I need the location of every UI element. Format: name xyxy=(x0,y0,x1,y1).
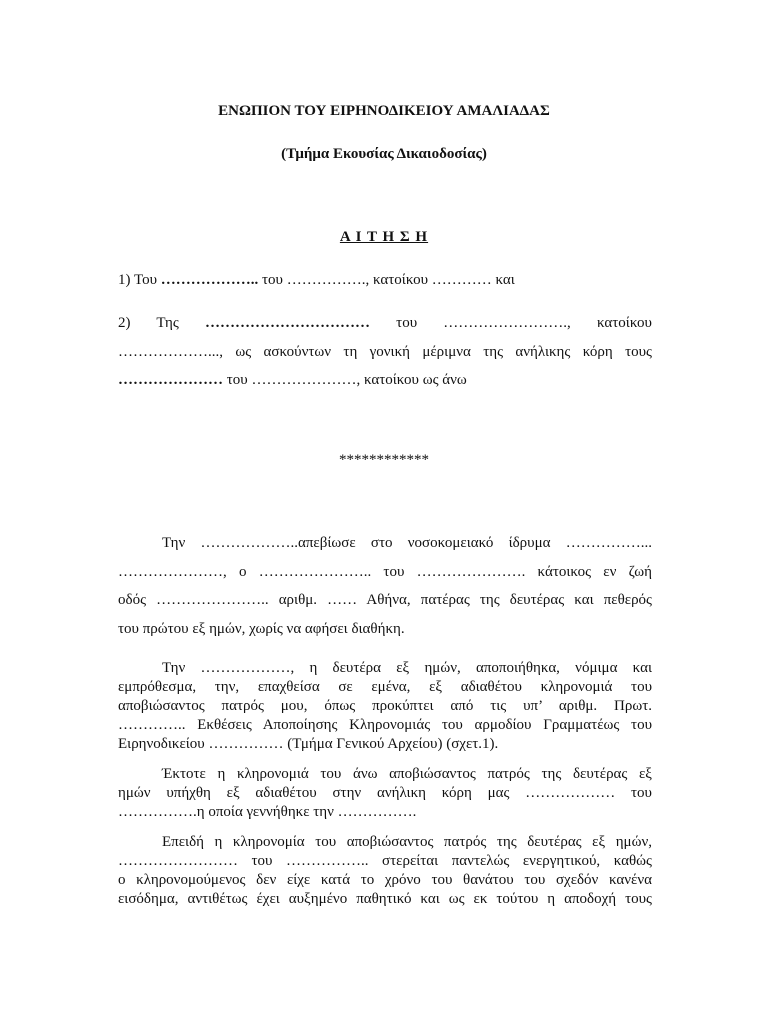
para4-line-1: Επειδή η κληρονομία του αποβιώσαντος πατρός της δευτέρας εξ ημών, xyxy=(162,834,652,850)
party-2-line-3 xyxy=(118,370,467,390)
party-1-prefix: 1) Του xyxy=(118,272,161,288)
separator-asterisks: ************ xyxy=(339,452,429,468)
para2-line-3: αποβιώσαντος πατρός μου, όπως προκύπτει από τις υπ’ αριθμ. Πρωτ. xyxy=(118,698,652,714)
para4-line-3: ο κληρονομούμενος δεν είχε κατά το χρόνο του θανάτου του σχεδόν κανένα xyxy=(118,872,652,888)
para1-line-4: του πρώτου εξ ημών, χωρίς να αφήσει διαθήκη. xyxy=(118,621,405,637)
para3-line-2: ημών υπήχθη εξ αδιαθέτου στην ανήλικη κόρη μας ……………… του xyxy=(118,785,652,801)
court-heading: ΕΝΩΠΙΟΝ ΤΟΥ ΕΙΡΗΝΟΔΙΚΕΙΟΥ ΑΜΑΛΙΑΔΑΣ xyxy=(218,103,550,119)
document-title: Α Ι Τ Η Σ Η xyxy=(339,229,429,245)
para3-line-3: …………….η οποία γεννήθηκε την ……………. xyxy=(118,804,417,820)
para1-line-1: Την ………………..απεβίωσε στο νοσοκομειακό ίδρυμα ……………... xyxy=(162,535,652,551)
party-2-line-1 xyxy=(118,313,652,333)
para3-line-1: Έκτοτε η κληρονομιά του άνω αποβιώσαντος πατρός της δευτέρας εξ xyxy=(162,766,652,782)
para4-line-2: …………………… του …………….. στερείται παντελώς ενεργητικού, καθώς xyxy=(118,853,652,869)
para4-line-4: εισόδημα, αντιθέτως έχει αυξημένο παθητικό και ως εκ τούτου η αποδοχή τους xyxy=(118,891,652,907)
para1-line-3: οδός ………………….. αριθμ. …… Αθήνα, πατέρας της δευτέρας και πεθερός xyxy=(118,592,652,608)
party-1-name-blank: ……………….. xyxy=(160,272,259,288)
party-2-name-blank: …………………………… xyxy=(204,315,370,331)
para1-line-2: …………………, ο ………………….. του …………………. κάτοικος εν ζωή xyxy=(118,564,652,580)
court-section: (Τμήμα Εκουσίας Δικαιοδοσίας) xyxy=(281,146,487,162)
party-1-rest: του ……………., κατοίκου ………… και xyxy=(258,272,515,288)
child-name-blank: ………………… xyxy=(118,372,223,388)
child-rest: του …………………, κατοίκου ως άνω xyxy=(223,372,467,388)
para2-line-2: εμπρόθεσμα, την, επαχθείσα σε εμένα, εξ αδιαθέτου κληρονομιά του xyxy=(118,679,652,695)
party-2-prefix: 2) Της xyxy=(118,315,205,331)
party-2-line-2: ………………..., ως ασκούντων τη γονική μέριμνα της ανήλικης κόρη τους xyxy=(118,344,652,360)
para2-line-1: Την ………………, η δευτέρα εξ ημών, αποποιήθηκα, νόμιμα και xyxy=(162,660,652,676)
para2-line-5: Ειρηνοδικείου …………… (Τμήμα Γενικού Αρχείου) (σχετ.1). xyxy=(118,736,499,752)
party-2-rest: του ……………………., κατοίκου xyxy=(369,315,652,331)
party-1-line xyxy=(118,270,515,290)
para2-line-4: ………….. Εκθέσεις Αποποίησης Κληρονομιάς του αρμοδίου Γραμματέως του xyxy=(118,717,652,733)
